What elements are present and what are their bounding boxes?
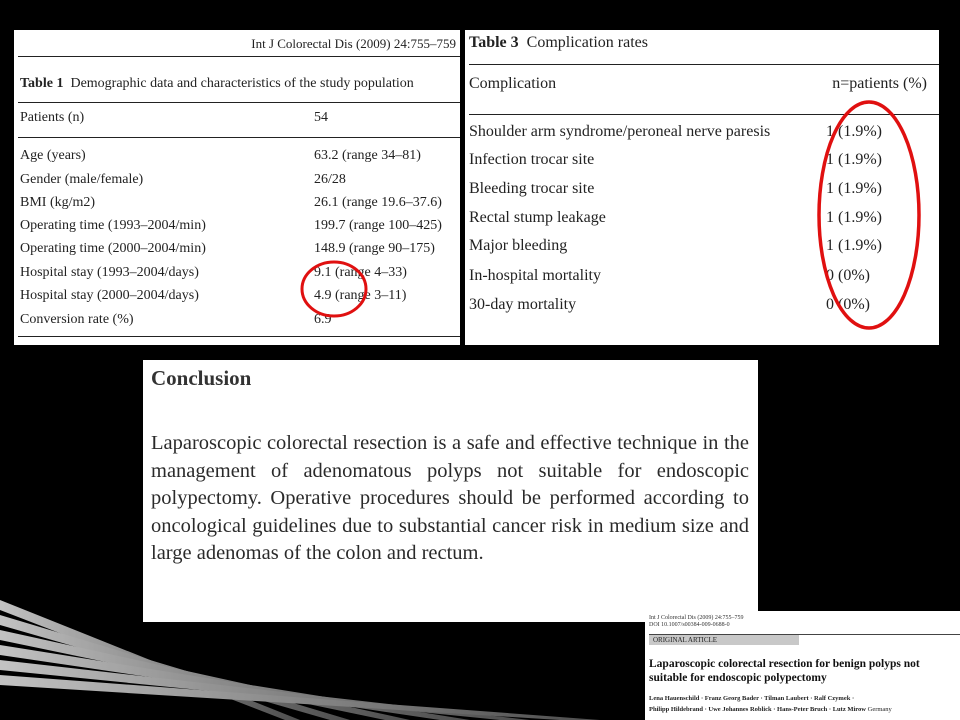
table3-caption: Table 3 Complication rates bbox=[469, 34, 648, 51]
column-header: n=patients (%) bbox=[832, 75, 927, 92]
table-row: Gender (male/female) 26/28 bbox=[20, 172, 346, 187]
table1-caption: Table 1 Demographic data and characteristics of the study population bbox=[20, 76, 414, 91]
table-row: Hospital stay (2000–2004/days) 4.9 (range 3–11) bbox=[20, 288, 407, 303]
table-row: Age (years) 63.2 (range 34–81) bbox=[20, 148, 421, 163]
article-title: Laparoscopic colorectal resection for benign polyps not suitable for endoscopic polypectomy bbox=[649, 658, 920, 684]
conclusion-heading: Conclusion bbox=[151, 366, 252, 390]
table-row: Bleeding trocar site 1 (1.9%) bbox=[469, 180, 882, 197]
conclusion-panel bbox=[143, 360, 758, 622]
table-row: Major bleeding 1 (1.9%) bbox=[469, 237, 882, 254]
divider bbox=[18, 137, 460, 138]
table-row: Hospital stay (1993–2004/days) 9.1 (range 4–33) bbox=[20, 265, 407, 280]
article-header-thumbnail bbox=[645, 611, 960, 720]
table1-panel bbox=[14, 30, 460, 345]
divider bbox=[469, 64, 939, 65]
table-row: 30-day mortality 0 (0%) bbox=[469, 296, 870, 313]
table3-header bbox=[469, 75, 939, 93]
divider bbox=[18, 336, 460, 337]
table-row: Rectal stump leakage 1 (1.9%) bbox=[469, 209, 882, 226]
table-row: BMI (kg/m2) 26.1 (range 19.6–37.6) bbox=[20, 195, 442, 210]
table-row: Operating time (2000–2004/min) 148.9 (range 90–175) bbox=[20, 241, 435, 256]
table-row: Operating time (1993–2004/min) 199.7 (range 100–425) bbox=[20, 218, 442, 233]
doi: DOI 10.1007/s00384-009-0688-0 bbox=[649, 622, 730, 628]
journal-citation: Int J Colorectal Dis (2009) 24:755–759 bbox=[649, 615, 744, 621]
divider bbox=[18, 102, 460, 103]
table3-panel bbox=[465, 30, 939, 345]
table-row: Patients (n) 54 bbox=[20, 110, 328, 125]
article-authors: Lena Hauenschild · Franz Georg Bader · Tilman Laubert · Ralf Czymek · Philipp Hildebrand · Uwe Johannes Roblick · Hans-Peter Bruch · Lutz Mirow Germany bbox=[649, 695, 892, 713]
journal-citation: Int J Colorectal Dis (2009) 24:755–759 bbox=[251, 36, 456, 51]
table-row: In-hospital mortality 0 (0%) bbox=[469, 267, 870, 284]
divider bbox=[469, 114, 939, 115]
divider bbox=[18, 56, 460, 57]
table-row: Infection trocar site 1 (1.9%) bbox=[469, 151, 882, 168]
article-type: ORIGINAL ARTICLE bbox=[653, 636, 718, 644]
column-header: Complication bbox=[469, 75, 557, 92]
table-row: Conversion rate (%) 6.9 bbox=[20, 312, 332, 327]
conclusion-text: Laparoscopic colorectal resection is a safe and effective technique in the management of adenomatous polyps not suitable for endoscopic polypectomy. Operative procedures should be performed according to oncological guidelines due to substantial cancer risk in medium size and large adenomas of the colon and rectum. bbox=[151, 432, 749, 564]
table-row: Shoulder arm syndrome/peroneal nerve paresis 1 (1.9%) bbox=[469, 123, 882, 140]
